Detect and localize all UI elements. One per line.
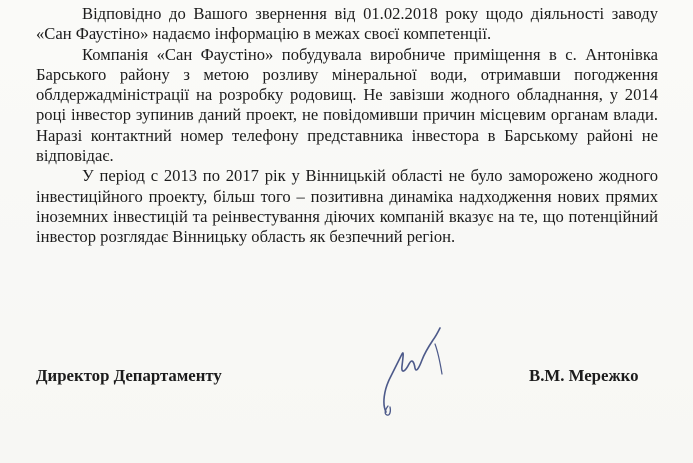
signatory-title: Директор Департаменту xyxy=(36,366,222,385)
signature-block xyxy=(36,366,658,390)
paragraph-request-reference: Відповідно до Вашого звернення від 01.02.2018 року щодо діяльності заводу «Сан Фаустіно» надаємо інформацію в межах своєї компетенції. xyxy=(36,4,658,44)
paragraph-company-history: Компанія «Сан Фаустіно» побудувала виробниче приміщення в с. Антонівка Барського району з метою розливу мінеральної води, отримавши погодження облдержадміністрації на розробку родовищ. Не завізши жодного обладнання, у 2014 році інвестор зупинив даний проект, не повідомивши причин місцевим органам влади. Наразі контактний номер телефону представника інвестора в Барському районі не відповідає. xyxy=(36,44,658,166)
signatory-name: В.М. Мережко xyxy=(529,366,639,385)
paragraph-investment-climate: У період с 2013 по 2017 рік у Вінницькій області не було заморожено жодного інвестиційного проекту, більш того – позитивна динаміка надходження нових прямих іноземних інвестицій та реінвестування діючих компаній вказує на те, що потенційний інвестор розглядає Вінницьку область як безпечний регіон. xyxy=(36,166,658,247)
letter-body xyxy=(36,4,658,248)
